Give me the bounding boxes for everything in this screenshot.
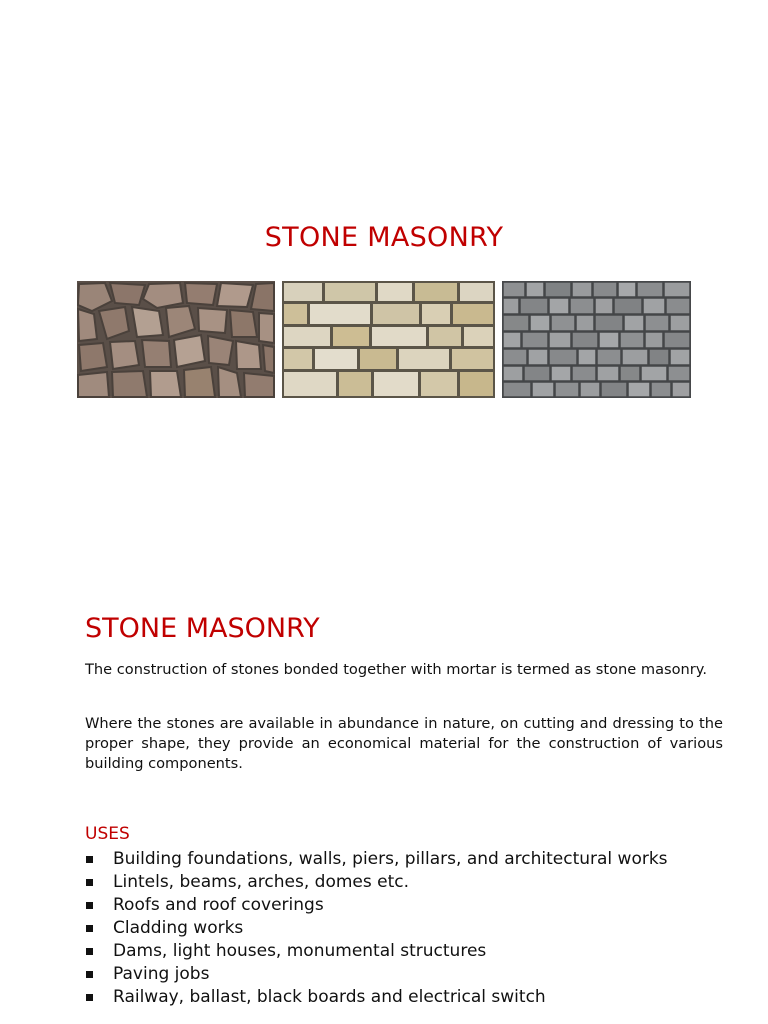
square-bullet-icon	[86, 971, 93, 978]
section-heading: STONE MASONRY	[85, 613, 320, 644]
list-item	[85, 940, 668, 963]
list-item-text: Dams, light houses, monumental structures	[113, 941, 487, 961]
square-bullet-icon	[86, 879, 93, 886]
square-bullet-icon	[86, 948, 93, 955]
list-item-text: Roofs and roof coverings	[113, 895, 324, 915]
list-item-text: Cladding works	[113, 918, 244, 938]
list-item	[85, 917, 668, 940]
list-item	[85, 871, 668, 894]
square-bullet-icon	[86, 902, 93, 909]
uses-list	[85, 848, 668, 1009]
list-item	[85, 848, 668, 871]
list-item	[85, 963, 668, 986]
ashlar-stone-wall-image	[282, 281, 495, 398]
square-bullet-icon	[86, 994, 93, 1001]
list-item-text: Lintels, beams, arches, domes etc.	[113, 872, 409, 892]
list-item	[85, 986, 668, 1009]
list-item-text: Railway, ballast, black boards and electrical switch	[113, 987, 546, 1007]
list-item-text: Paving jobs	[113, 964, 210, 984]
square-bullet-icon	[86, 856, 93, 863]
uses-heading: USES	[85, 824, 130, 844]
random-rubble-stone-wall-image	[77, 281, 275, 398]
square-bullet-icon	[86, 925, 93, 932]
availability-paragraph: Where the stones are available in abundance in nature, on cutting and dressing to the proper shape, they provide an economical material for the construction of various building components.	[85, 715, 723, 772]
grey-block-stone-wall-image	[502, 281, 691, 398]
definition-paragraph: The construction of stones bonded together with mortar is termed as stone masonry.	[85, 661, 708, 678]
list-item	[85, 894, 668, 917]
slide-title: STONE MASONRY	[264, 222, 504, 253]
list-item-text: Building foundations, walls, piers, pillars, and architectural works	[113, 849, 668, 869]
